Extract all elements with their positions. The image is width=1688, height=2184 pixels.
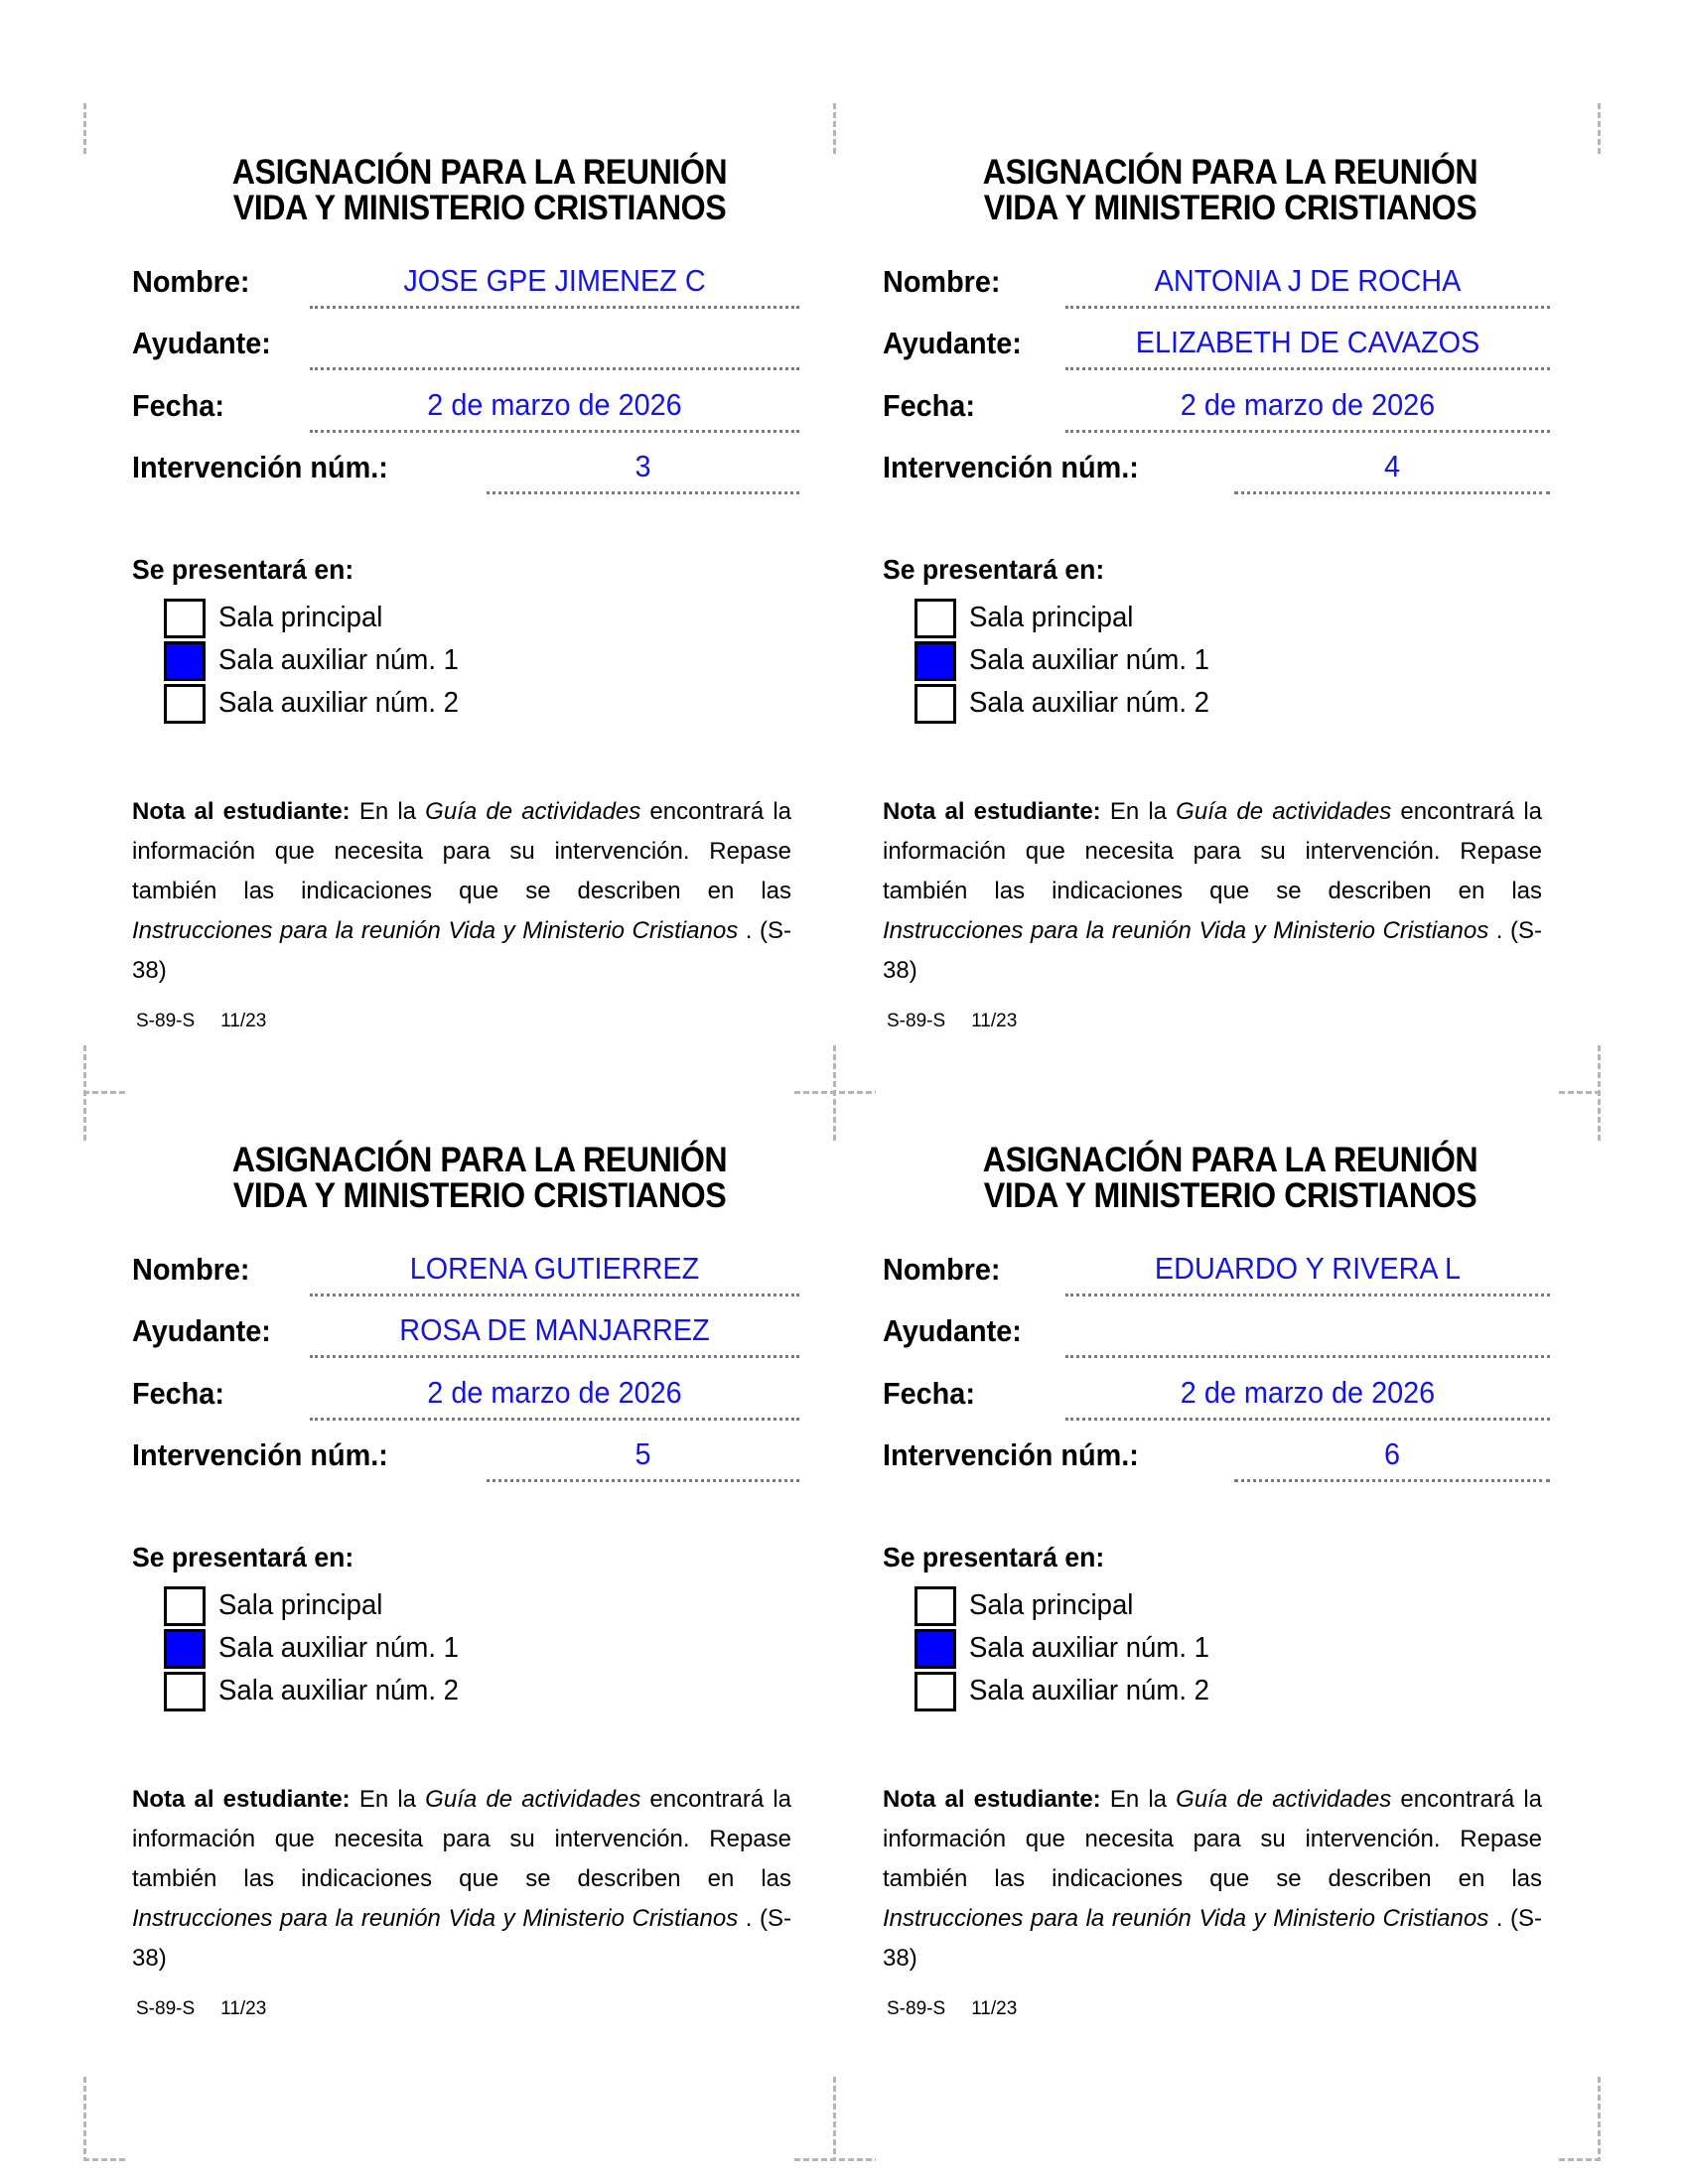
ayudante-value: ELIZABETH DE CAVAZOS (1135, 325, 1480, 359)
option-label: Sala principal (969, 1589, 1134, 1621)
option-label: Sala principal (218, 1589, 383, 1621)
room-selection (132, 554, 728, 733)
form-footer (887, 1011, 1017, 1032)
checkbox-icon[interactable] (164, 684, 206, 724)
checkbox-icon[interactable] (164, 1586, 206, 1626)
title-line-1: ASIGNACIÓN PARA LA REUNIÓN (231, 1141, 728, 1179)
nombre-field (132, 1251, 799, 1297)
fecha-value: 2 de marzo de 2026 (1180, 387, 1436, 422)
option-label: Sala auxiliar núm. 1 (969, 1632, 1209, 1664)
assignment-card (132, 155, 827, 1108)
checkbox-icon[interactable] (164, 1672, 206, 1711)
note-text: encontrará la información que necesita para su intervención. Repase también las indicaciones que se describen en las (132, 798, 792, 904)
se-presentara-label: Se presentará en: (132, 1542, 354, 1572)
nombre-value: ANTONIA J DE ROCHA (1154, 263, 1462, 298)
nombre-label: Nombre: (132, 1252, 250, 1287)
checkbox-checked-icon[interactable] (164, 1629, 206, 1669)
form-code: S-89-S (887, 1011, 946, 1031)
note-guide-title: Guía de actividades (1176, 798, 1392, 825)
checkbox-checked-icon[interactable] (914, 641, 956, 681)
checkbox-icon[interactable] (164, 599, 206, 638)
note-guide-title: Guía de actividades (1176, 1786, 1392, 1813)
option-sala-principal[interactable] (164, 1586, 561, 1624)
room-selection (132, 1542, 728, 1720)
crop-mark (833, 2077, 836, 2160)
option-sala-auxiliar-1[interactable] (914, 1629, 1312, 1667)
intervencion-value: 5 (634, 1436, 651, 1471)
nombre-field (883, 263, 1550, 309)
se-presentara-label: Se presentará en: (883, 1542, 1105, 1572)
note-lead: Nota al estudiante: (883, 1786, 1101, 1813)
intervencion-value: 6 (1383, 1436, 1401, 1471)
crop-mark (83, 103, 86, 157)
note-text: encontrará la información que necesita para su intervención. Repase también las indicaciones que se describen en las (883, 798, 1543, 904)
fecha-label: Fecha: (132, 388, 224, 423)
nombre-field (132, 263, 799, 309)
assignment-card (132, 1143, 827, 2096)
fecha-field (883, 387, 1550, 433)
ayudante-label: Ayudante: (132, 1313, 271, 1348)
nombre-input[interactable] (310, 262, 799, 309)
note-guide-title: Guía de actividades (425, 798, 641, 825)
intervencion-input[interactable] (487, 1435, 799, 1482)
card-title (883, 155, 1578, 226)
note-lead: Nota al estudiante: (883, 798, 1101, 825)
ayudante-value: ROSA DE MANJARREZ (399, 1312, 710, 1347)
checkbox-icon[interactable] (914, 1586, 956, 1626)
ayudante-field (132, 326, 799, 370)
nombre-input[interactable] (1065, 1250, 1550, 1297)
option-sala-principal[interactable] (914, 599, 1312, 636)
intervencion-value: 4 (1383, 449, 1401, 483)
nombre-value: JOSE GPE JIMENEZ C (403, 263, 706, 298)
se-presentara-label: Se presentará en: (883, 554, 1105, 585)
nombre-label: Nombre: (132, 264, 250, 299)
note-instructions-title: Instrucciones para la reunión Vida y Ministerio Cristianos (883, 1905, 1489, 1932)
ayudante-field (883, 325, 1550, 370)
ayudante-input[interactable] (310, 324, 799, 370)
intervencion-input[interactable] (487, 448, 799, 494)
option-sala-principal[interactable] (164, 599, 561, 636)
note-instructions-title: Instrucciones para la reunión Vida y Ministerio Cristianos (883, 917, 1489, 944)
option-sala-auxiliar-1[interactable] (164, 641, 561, 679)
intervencion-input[interactable] (1234, 1435, 1550, 1482)
intervencion-field (883, 449, 1550, 494)
title-line-1: ASIGNACIÓN PARA LA REUNIÓN (982, 1141, 1478, 1179)
crop-mark (1598, 103, 1601, 157)
form-code: S-89-S (887, 1998, 946, 2019)
fecha-value: 2 de marzo de 2026 (427, 1375, 682, 1410)
title-line-1: ASIGNACIÓN PARA LA REUNIÓN (982, 153, 1478, 192)
ayudante-input[interactable] (1065, 1311, 1550, 1358)
ayudante-label: Ayudante: (132, 326, 271, 360)
fecha-input[interactable] (1065, 386, 1550, 433)
option-sala-auxiliar-2[interactable] (164, 1672, 561, 1709)
form-footer (887, 1998, 1017, 2020)
title-line-2: VIDA Y MINISTERIO CRISTIANOS (232, 1176, 727, 1215)
intervencion-field (883, 1436, 1550, 1482)
student-note (132, 792, 791, 991)
note-text: . (S-38) (132, 1905, 791, 1972)
crop-mark (794, 2158, 876, 2161)
card-title (883, 1143, 1578, 1214)
intervencion-value: 3 (634, 449, 651, 483)
student-note (883, 1780, 1542, 1979)
title-line-2: VIDA Y MINISTERIO CRISTIANOS (983, 1176, 1477, 1215)
nombre-value: EDUARDO Y RIVERA L (1154, 1251, 1462, 1286)
checkbox-icon[interactable] (914, 1672, 956, 1711)
card-title (132, 1143, 827, 1214)
option-sala-auxiliar-1[interactable] (914, 641, 1312, 679)
intervencion-field (132, 1436, 799, 1482)
nombre-label: Nombre: (883, 264, 1001, 299)
ayudante-label: Ayudante: (883, 326, 1022, 360)
intervencion-label: Intervención núm.: (132, 1437, 388, 1472)
note-text: . (S-38) (883, 917, 1542, 984)
note-text: . (S-38) (132, 917, 791, 984)
nombre-input[interactable] (1065, 262, 1550, 309)
checkbox-checked-icon[interactable] (914, 1629, 956, 1669)
form-footer (136, 1011, 266, 1032)
fecha-value: 2 de marzo de 2026 (427, 387, 682, 422)
note-text: En la (350, 798, 426, 825)
note-instructions-title: Instrucciones para la reunión Vida y Ministerio Cristianos (132, 1905, 739, 1932)
fecha-label: Fecha: (132, 1376, 224, 1411)
crop-mark (83, 1091, 125, 1094)
fecha-input[interactable] (1065, 1374, 1550, 1421)
note-text: En la (350, 1786, 426, 1813)
form-date: 11/23 (971, 1998, 1018, 2019)
ayudante-input[interactable] (1065, 324, 1550, 370)
form-date: 11/23 (220, 1011, 267, 1031)
form-date: 11/23 (220, 1998, 267, 2019)
note-instructions-title: Instrucciones para la reunión Vida y Ministerio Cristianos (132, 917, 739, 944)
checkbox-checked-icon[interactable] (164, 641, 206, 681)
option-label: Sala auxiliar núm. 1 (218, 644, 459, 676)
form-code: S-89-S (136, 1998, 196, 2019)
note-lead: Nota al estudiante: (132, 798, 351, 825)
form-date: 11/23 (971, 1011, 1018, 1031)
fecha-input[interactable] (310, 386, 799, 433)
fecha-input[interactable] (310, 1374, 799, 1421)
option-label: Sala principal (969, 602, 1134, 633)
crop-mark (83, 2158, 125, 2161)
se-presentara-label: Se presentará en: (132, 554, 354, 585)
intervencion-label: Intervención núm.: (132, 450, 388, 484)
nombre-label: Nombre: (883, 1252, 1001, 1287)
crop-mark (83, 2077, 86, 2160)
title-line-2: VIDA Y MINISTERIO CRISTIANOS (983, 189, 1477, 227)
card-title (132, 155, 827, 226)
student-note (883, 792, 1542, 991)
checkbox-icon[interactable] (914, 684, 956, 724)
option-sala-principal[interactable] (914, 1586, 1312, 1624)
intervencion-input[interactable] (1234, 448, 1550, 494)
nombre-field (883, 1251, 1550, 1297)
option-label: Sala principal (218, 602, 383, 633)
fecha-field (132, 387, 799, 433)
option-label: Sala auxiliar núm. 2 (969, 687, 1209, 719)
note-text: En la (1100, 1786, 1177, 1813)
title-line-2: VIDA Y MINISTERIO CRISTIANOS (232, 189, 727, 227)
ayudante-input[interactable] (310, 1311, 799, 1358)
note-lead: Nota al estudiante: (132, 1786, 351, 1813)
student-note (132, 1780, 791, 1979)
form-code: S-89-S (136, 1011, 196, 1031)
intervencion-label: Intervención núm.: (883, 1437, 1139, 1472)
option-sala-auxiliar-1[interactable] (164, 1629, 561, 1667)
nombre-value: LORENA GUTIERREZ (409, 1251, 700, 1286)
option-label: Sala auxiliar núm. 2 (218, 687, 459, 719)
room-selection (883, 1542, 1478, 1720)
intervencion-field (132, 449, 799, 494)
note-guide-title: Guía de actividades (425, 1786, 641, 1813)
room-selection (883, 554, 1478, 733)
checkbox-icon[interactable] (914, 599, 956, 638)
fecha-value: 2 de marzo de 2026 (1180, 1375, 1436, 1410)
assignment-card (883, 1143, 1578, 2096)
ayudante-label: Ayudante: (883, 1313, 1022, 1348)
note-text: En la (1100, 798, 1177, 825)
ayudante-field (883, 1313, 1550, 1358)
crop-mark (1598, 2077, 1601, 2160)
option-sala-auxiliar-2[interactable] (164, 684, 561, 722)
note-text: encontrará la información que necesita para su intervención. Repase también las indicaciones que se describen en las (883, 1786, 1543, 1892)
ayudante-field (132, 1312, 799, 1358)
crop-mark (1559, 2158, 1601, 2161)
fecha-label: Fecha: (883, 1376, 975, 1411)
fecha-field (883, 1375, 1550, 1421)
option-sala-auxiliar-2[interactable] (914, 1672, 1312, 1709)
fecha-field (132, 1375, 799, 1421)
note-text: . (S-38) (883, 1905, 1542, 1972)
note-text: encontrará la información que necesita para su intervención. Repase también las indicaciones que se describen en las (132, 1786, 792, 1892)
option-label: Sala auxiliar núm. 2 (218, 1675, 459, 1706)
fecha-label: Fecha: (883, 388, 975, 423)
option-label: Sala auxiliar núm. 1 (218, 1632, 459, 1664)
intervencion-label: Intervención núm.: (883, 450, 1139, 484)
title-line-1: ASIGNACIÓN PARA LA REUNIÓN (231, 153, 728, 192)
option-sala-auxiliar-2[interactable] (914, 684, 1312, 722)
crop-mark (833, 103, 836, 157)
option-label: Sala auxiliar núm. 2 (969, 1675, 1209, 1706)
option-label: Sala auxiliar núm. 1 (969, 644, 1209, 676)
assignment-card (883, 155, 1578, 1108)
form-footer (136, 1998, 266, 2020)
nombre-input[interactable] (310, 1250, 799, 1297)
